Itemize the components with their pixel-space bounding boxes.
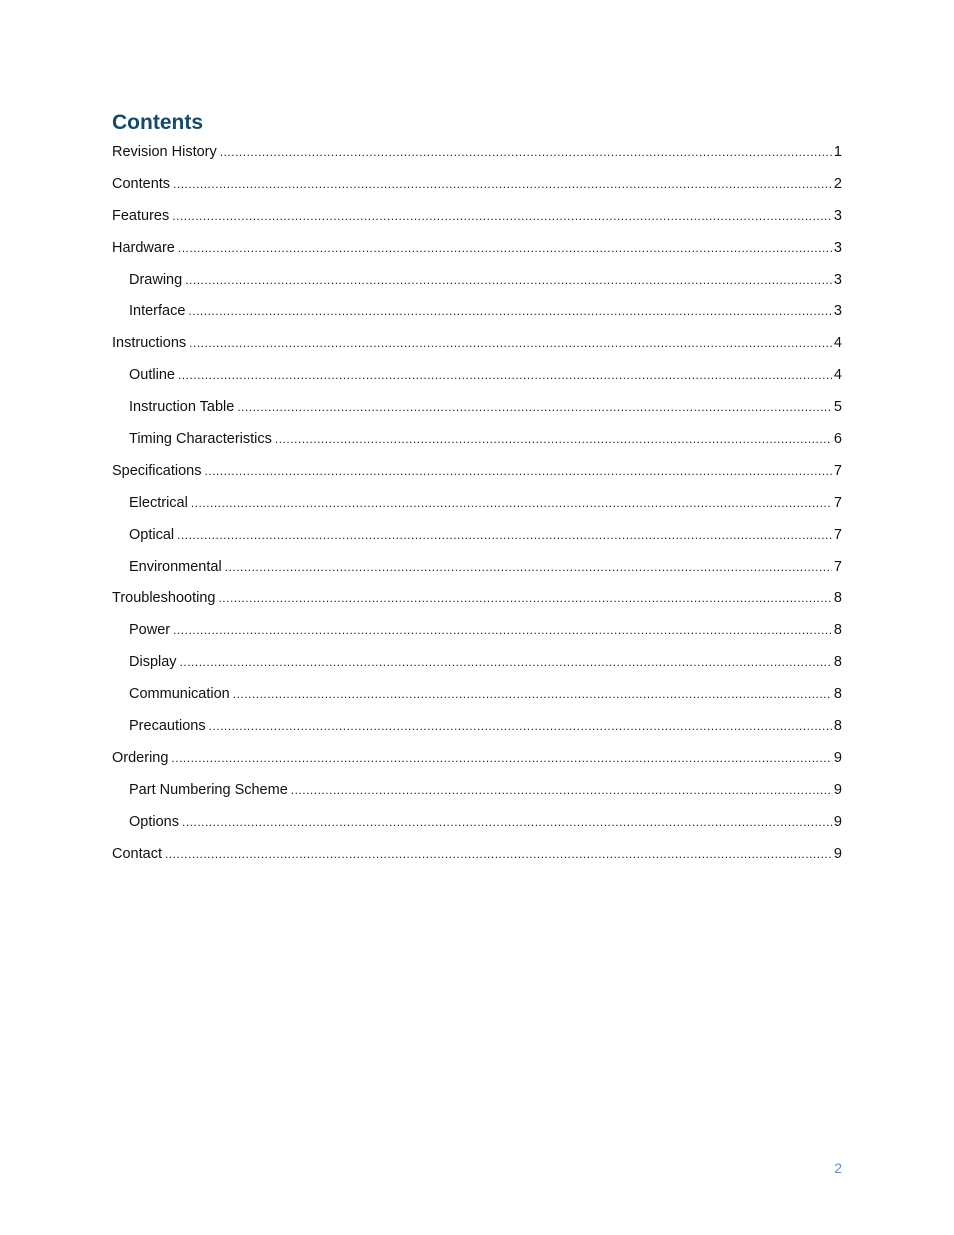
- toc-entry[interactable]: [112, 842, 842, 874]
- toc-entry-label[interactable]: Contents: [112, 175, 171, 192]
- toc-entry-label[interactable]: Environmental: [129, 558, 222, 575]
- toc-dot-leader: [185, 268, 832, 292]
- toc-entry-page-number[interactable]: 8: [833, 718, 842, 735]
- toc-dot-leader: [237, 395, 832, 419]
- toc-entry-label[interactable]: Specifications: [112, 462, 202, 479]
- toc-dot-leader: [204, 459, 831, 483]
- toc-entry-page-number[interactable]: 1: [833, 144, 842, 160]
- toc-entry[interactable]: [112, 586, 842, 618]
- toc-dot-leader: [177, 523, 832, 547]
- toc-entry-page-number[interactable]: 3: [833, 239, 842, 256]
- toc-entry-page-number[interactable]: 3: [833, 207, 842, 224]
- toc-entry-label[interactable]: Timing Characteristics: [129, 431, 272, 448]
- toc-dot-leader: [225, 555, 832, 579]
- toc-entry-page-number[interactable]: 7: [833, 494, 842, 511]
- toc-entry[interactable]: [112, 299, 842, 331]
- toc-entry[interactable]: [112, 491, 842, 523]
- toc-entry[interactable]: [112, 204, 842, 236]
- table-of-contents: [112, 140, 842, 873]
- toc-entry[interactable]: [112, 236, 842, 268]
- toc-entry[interactable]: [112, 427, 842, 459]
- toc-dot-leader: [180, 650, 832, 674]
- toc-entry-page-number[interactable]: 3: [833, 303, 842, 320]
- toc-entry-label[interactable]: Drawing: [129, 271, 183, 288]
- toc-entry-label[interactable]: Precautions: [129, 718, 206, 735]
- toc-dot-leader: [275, 427, 832, 451]
- toc-entry-page-number[interactable]: 3: [833, 271, 842, 288]
- toc-dot-leader: [173, 618, 832, 642]
- toc-entry-label[interactable]: Outline: [129, 367, 175, 384]
- toc-entry-label[interactable]: Part Numbering Scheme: [129, 781, 288, 798]
- toc-entry-label[interactable]: Contact: [112, 845, 162, 862]
- toc-dot-leader: [171, 746, 832, 770]
- toc-entry-label[interactable]: Features: [112, 207, 170, 224]
- toc-entry[interactable]: [112, 172, 842, 204]
- toc-entry[interactable]: [112, 331, 842, 363]
- toc-entry[interactable]: [112, 268, 842, 300]
- toc-dot-leader: [209, 714, 832, 738]
- toc-dot-leader: [188, 299, 832, 323]
- toc-entry-label[interactable]: Optical: [129, 526, 175, 543]
- toc-entry-label[interactable]: Troubleshooting: [112, 590, 216, 607]
- toc-entry-label[interactable]: Power: [129, 622, 171, 639]
- toc-entry-page-number[interactable]: 9: [833, 781, 842, 798]
- toc-entry-label[interactable]: Instructions: [112, 335, 187, 352]
- toc-entry[interactable]: [112, 363, 842, 395]
- toc-entry-page-number[interactable]: 9: [833, 845, 842, 862]
- toc-entry-page-number[interactable]: 9: [833, 749, 842, 766]
- toc-entry-page-number[interactable]: 9: [833, 813, 842, 830]
- toc-entry-label[interactable]: Ordering: [112, 749, 169, 766]
- toc-entry-page-number[interactable]: 5: [833, 399, 842, 416]
- toc-entry[interactable]: [112, 746, 842, 778]
- toc-entry-label[interactable]: Electrical: [129, 494, 188, 511]
- toc-entry-page-number[interactable]: 7: [833, 526, 842, 543]
- toc-entry[interactable]: [112, 810, 842, 842]
- toc-entry-page-number[interactable]: 7: [833, 462, 842, 479]
- toc-dot-leader: [220, 140, 832, 164]
- toc-entry[interactable]: [112, 140, 842, 172]
- page-number: 2: [834, 1160, 842, 1176]
- toc-entry[interactable]: [112, 523, 842, 555]
- toc-entry-page-number[interactable]: 7: [833, 558, 842, 575]
- toc-entry-page-number[interactable]: 8: [833, 590, 842, 607]
- toc-dot-leader: [189, 331, 832, 355]
- toc-entry-page-number[interactable]: 4: [833, 367, 842, 384]
- toc-entry-label[interactable]: Interface: [129, 303, 186, 320]
- toc-dot-leader: [172, 204, 832, 228]
- toc-entry-label[interactable]: Hardware: [112, 239, 175, 256]
- toc-entry-label[interactable]: Communication: [129, 686, 230, 703]
- toc-dot-leader: [218, 586, 831, 610]
- toc-entry-label[interactable]: Options: [129, 813, 179, 830]
- toc-entry[interactable]: [112, 650, 842, 682]
- toc-dot-leader: [178, 236, 832, 260]
- toc-dot-leader: [182, 810, 832, 834]
- toc-dot-leader: [233, 682, 832, 706]
- toc-entry[interactable]: [112, 555, 842, 587]
- toc-entry-page-number[interactable]: 8: [833, 654, 842, 671]
- toc-entry-page-number[interactable]: 6: [833, 431, 842, 448]
- toc-entry-label[interactable]: Instruction Table: [129, 399, 235, 416]
- toc-entry-page-number[interactable]: 8: [833, 686, 842, 703]
- toc-entry[interactable]: [112, 618, 842, 650]
- toc-dot-leader: [191, 491, 832, 515]
- toc-entry[interactable]: [112, 682, 842, 714]
- toc-dot-leader: [165, 842, 832, 866]
- toc-dot-leader: [173, 172, 832, 196]
- toc-entry-page-number[interactable]: 8: [833, 622, 842, 639]
- toc-entry[interactable]: [112, 395, 842, 427]
- toc-entry[interactable]: [112, 459, 842, 491]
- toc-title: Contents: [112, 111, 203, 134]
- toc-entry[interactable]: [112, 778, 842, 810]
- toc-dot-leader: [178, 363, 832, 387]
- toc-dot-leader: [291, 778, 832, 802]
- toc-entry-page-number[interactable]: 2: [833, 175, 842, 192]
- toc-entry[interactable]: [112, 714, 842, 746]
- toc-entry-label[interactable]: Revision History: [112, 144, 217, 160]
- toc-entry-label[interactable]: Display: [129, 654, 177, 671]
- toc-entry-page-number[interactable]: 4: [833, 335, 842, 352]
